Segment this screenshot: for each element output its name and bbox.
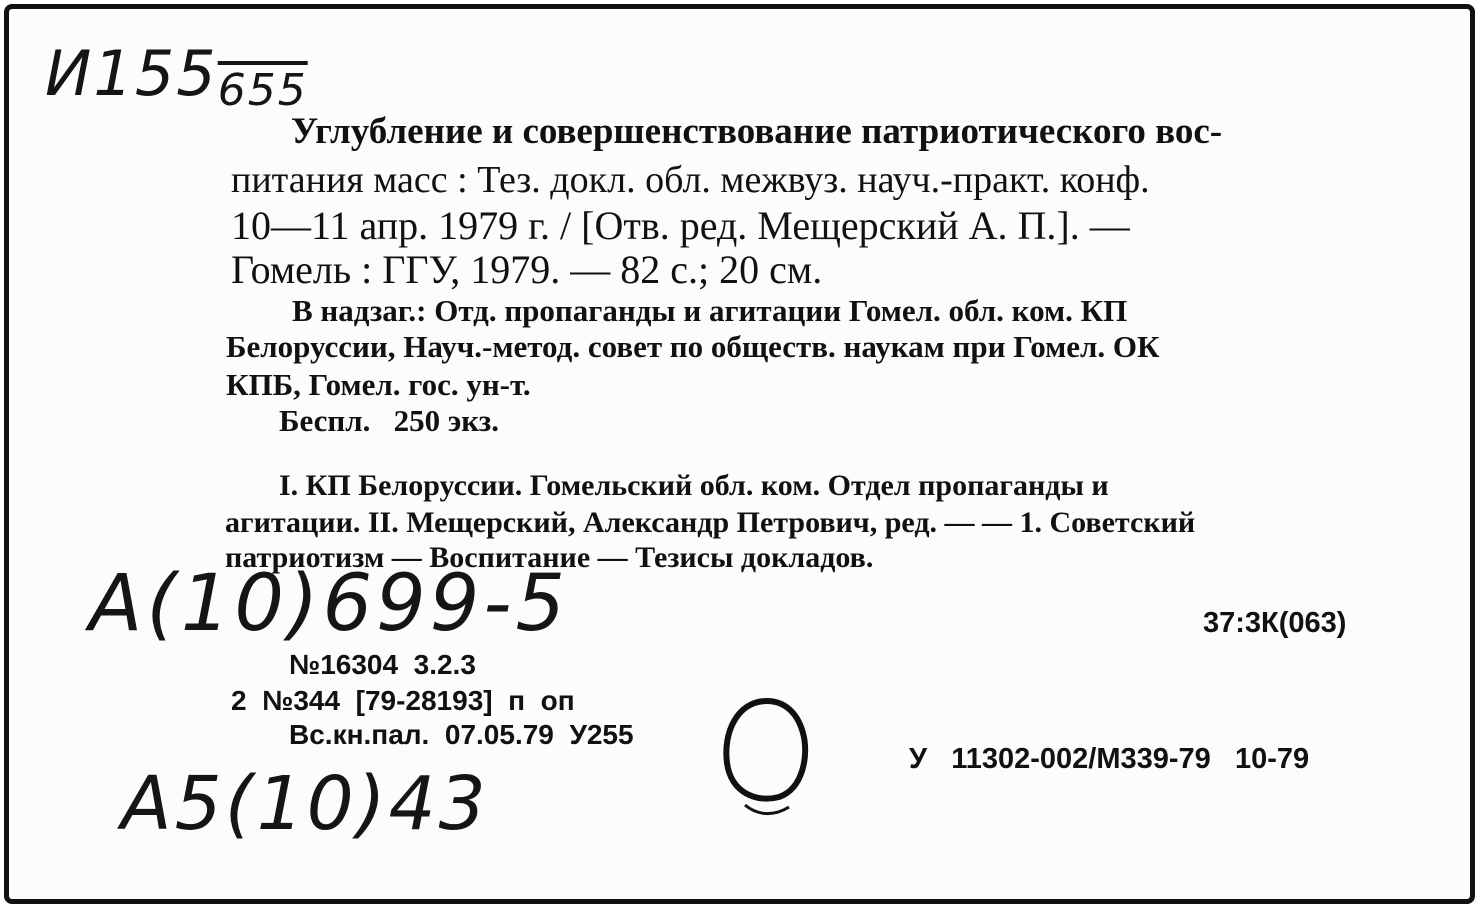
title-line-3: 10—11 апр. 1979 г. / [Отв. ред. Мещерский А. П.]. — <box>231 203 1130 248</box>
tracing-line-3: патриотизм — Воспитание — Тезисы докладов. <box>225 541 874 574</box>
classification-index: 37:3К(063) <box>1203 607 1347 639</box>
title-line-2: питания масс : Тез. докл. обл. межвуз. науч.-практ. конф. <box>231 159 1150 201</box>
tracing-line-2: агитации. II. Мещерский, Александр Петрович, ред. — — 1. Советский <box>225 506 1196 539</box>
note-line-1: В надзаг.: Отд. пропаганды и агитации Гомел. обл. ком. КП <box>292 293 1128 328</box>
note-line-3: КПБ, Гомел. гос. ун-т. <box>226 367 531 402</box>
shelfmark-sub: 655 <box>217 65 308 116</box>
title-line-4: Гомель : ГГУ, 1979. — 82 с.; 20 см. <box>231 247 823 292</box>
title-line-1: Углубление и совершенствование патриотического вос- <box>291 111 1223 152</box>
price-and-run: Беспл. 250 экз. <box>279 403 499 438</box>
shelfmark-main: И155 <box>45 37 218 110</box>
handwritten-shelfmark <box>45 37 308 116</box>
stamp-circle-mark <box>717 693 817 823</box>
handwritten-class-mark-2: А5(10)43 <box>121 761 489 847</box>
index-code: У 11302-002/М339-79 10-79 <box>909 743 1310 775</box>
print-info-line-2: 2 №344 [79-28193] п оп <box>231 685 575 716</box>
print-info-line-3: Вс.кн.пал. 07.05.79 У255 <box>289 719 634 750</box>
print-info-line-1: №16304 3.2.3 <box>289 649 476 680</box>
note-line-2: Белоруссии, Науч.-метод. совет по обществ. наукам при Гомел. ОК <box>226 329 1160 364</box>
catalog-card <box>4 4 1475 904</box>
handwritten-class-mark-1: А(10)699-5 <box>89 559 570 649</box>
tracing-line-1: I. КП Белоруссии. Гомельский обл. ком. Отдел пропаганды и <box>279 469 1109 502</box>
